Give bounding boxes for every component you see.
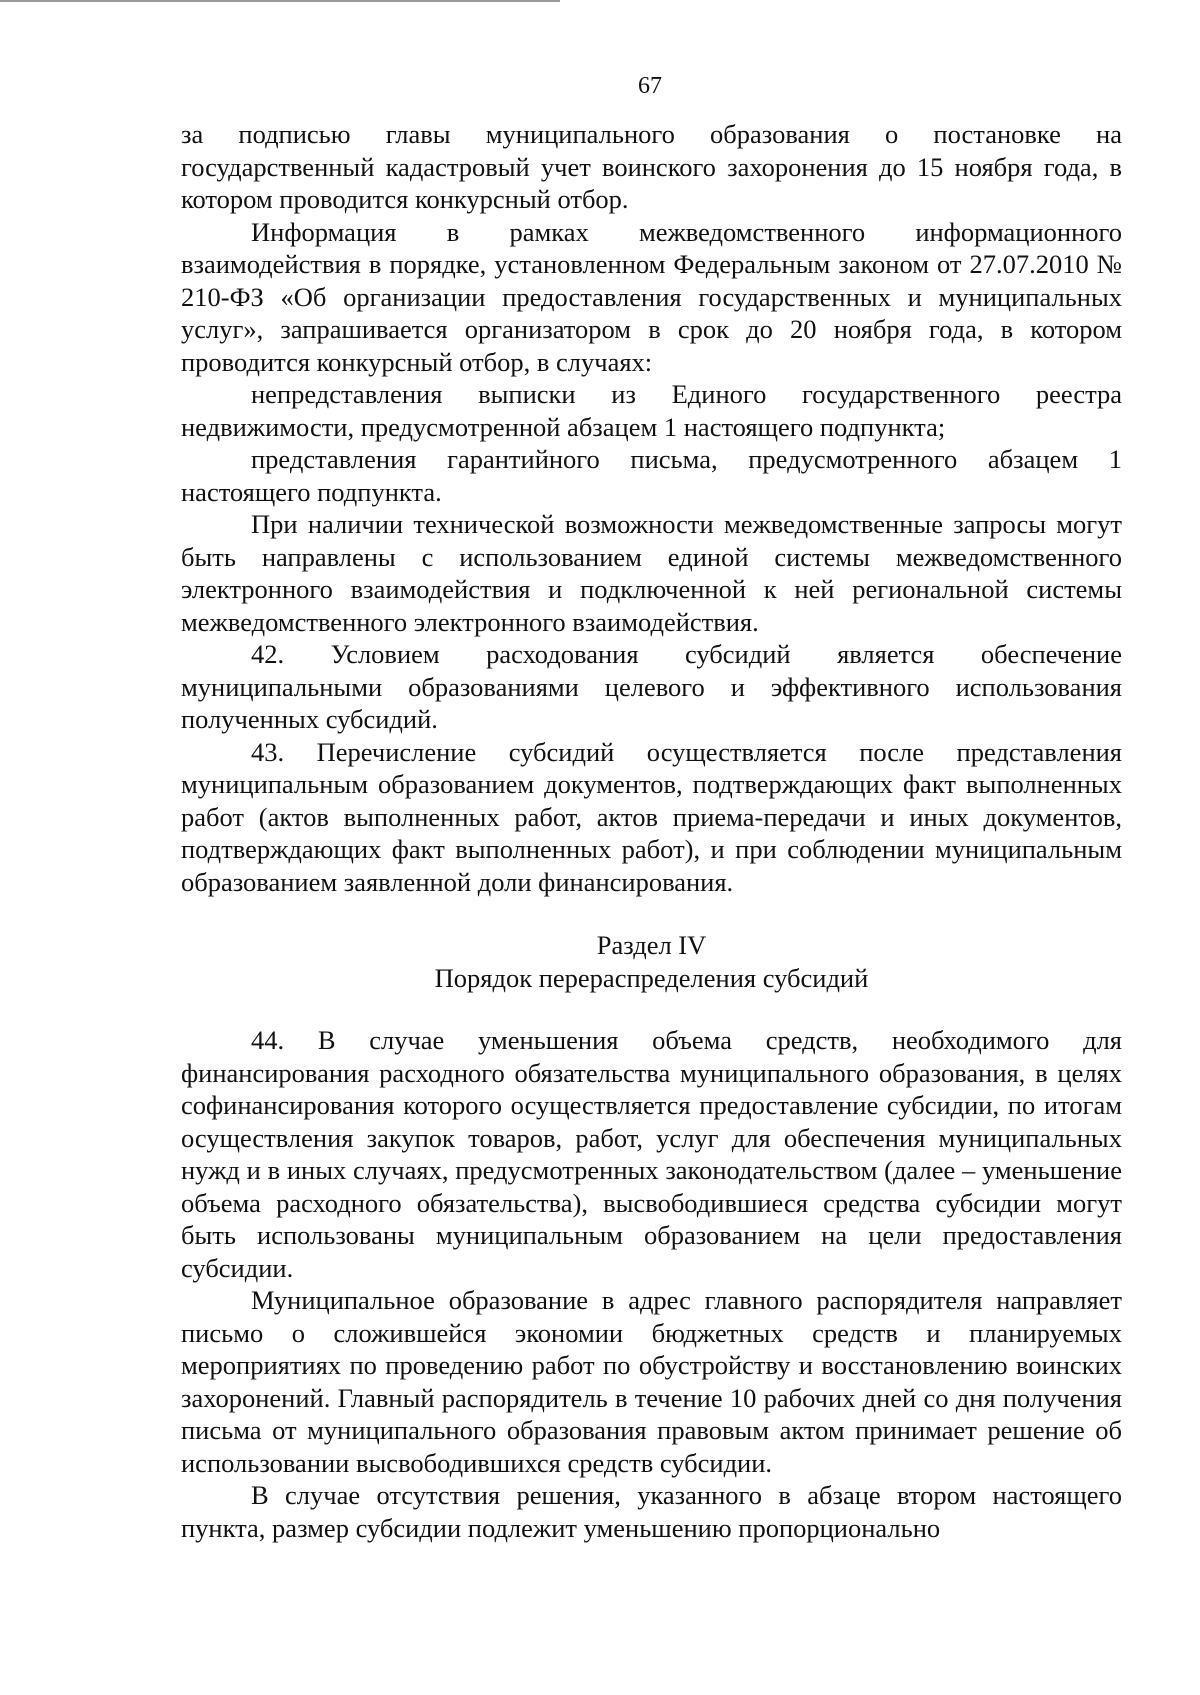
paragraph-item-42: 42. Условием расходования субсидий является обеспечение муниципальными образованиями целевого и эффективного использования полученных субсидий. <box>181 639 1122 734</box>
paragraph-absence-of-decision: В случае отсутствия решения, указанного в абзаце втором настоящего пункта, размер субсидии подлежит уменьшению пропорционально <box>181 1480 1122 1543</box>
paragraph-electronic-interaction: При наличии технической возможности межведомственные запросы могут быть направлены с использованием единой системы межведомственного электронного взаимодействия и подключенной к ней региональной системы межведомственного электронного взаимодействия. <box>181 509 1122 637</box>
paragraph-item-44: 44. В случае уменьшения объема средств, необходимого для финансирования расходного обязательства муниципального образования, в целях софинансирования которого осуществляется предоставление субсидии, по итогам осуществления закупок товаров, работ, услуг для обеспечения муниципальных нужд и в иных случаях, предусмотренных законодательством (далее – уменьшение объема расходного обязательства), высвободившиеся средства субсидии могут быть использованы муниципальным образованием на цели предоставления субсидии. <box>181 1025 1122 1283</box>
paragraph-item-43: 43. Перечисление субсидий осуществляется после представления муниципальным образованием документов, подтверждающих факт выполненных работ (актов выполненных работ, актов приема-передачи и иных документов, подтверждающих факт выполненных работ), и при соблюдении муниципальным образованием заявленной доли финансирования. <box>181 736 1122 897</box>
document-body <box>181 118 1122 1544</box>
paragraph-continuation: за подписью главы муниципального образования о постановке на государственный кадастровый учет воинского захоронения до 15 ноября года, в котором проводится конкурсный отбор. <box>181 119 1122 214</box>
paragraph-letter-to-main-manager: Муниципальное образование в адрес главного распорядителя направляет письмо о сложившейся экономии бюджетных средств и планируемых мероприятиях по проведению работ по обустройству и восстановлению воинских захоронений. Главный распорядитель в течение 10 рабочих дней со дня получения письма от муниципального образования правовым актом принимает решение об использовании высвободившихся средств субсидии. <box>181 1285 1122 1478</box>
page-number: 67 <box>638 73 662 99</box>
section-label: Раздел IV <box>596 930 707 960</box>
paragraph-case-no-extract: непредставления выписки из Единого государственного реестра недвижимости, предусмотренной абзацем 1 настоящего подпункта; <box>181 379 1122 442</box>
scan-edge-line <box>0 0 560 2</box>
paragraph-information-request: Информация в рамках межведомственного информационного взаимодействия в порядке, установленном Федеральным законом от 27.07.2010 № 210-ФЗ «Об организации предоставления государственных и муниципальных услуг», запрашивается организатором в срок до 20 ноября года, в котором проводится конкурсный отбор, в случаях: <box>181 216 1122 377</box>
paragraph-case-guarantee-letter: представления гарантийного письма, предусмотренного абзацем 1 настоящего подпункта. <box>181 444 1122 507</box>
section-title: Порядок перераспределения субсидий <box>434 962 869 993</box>
